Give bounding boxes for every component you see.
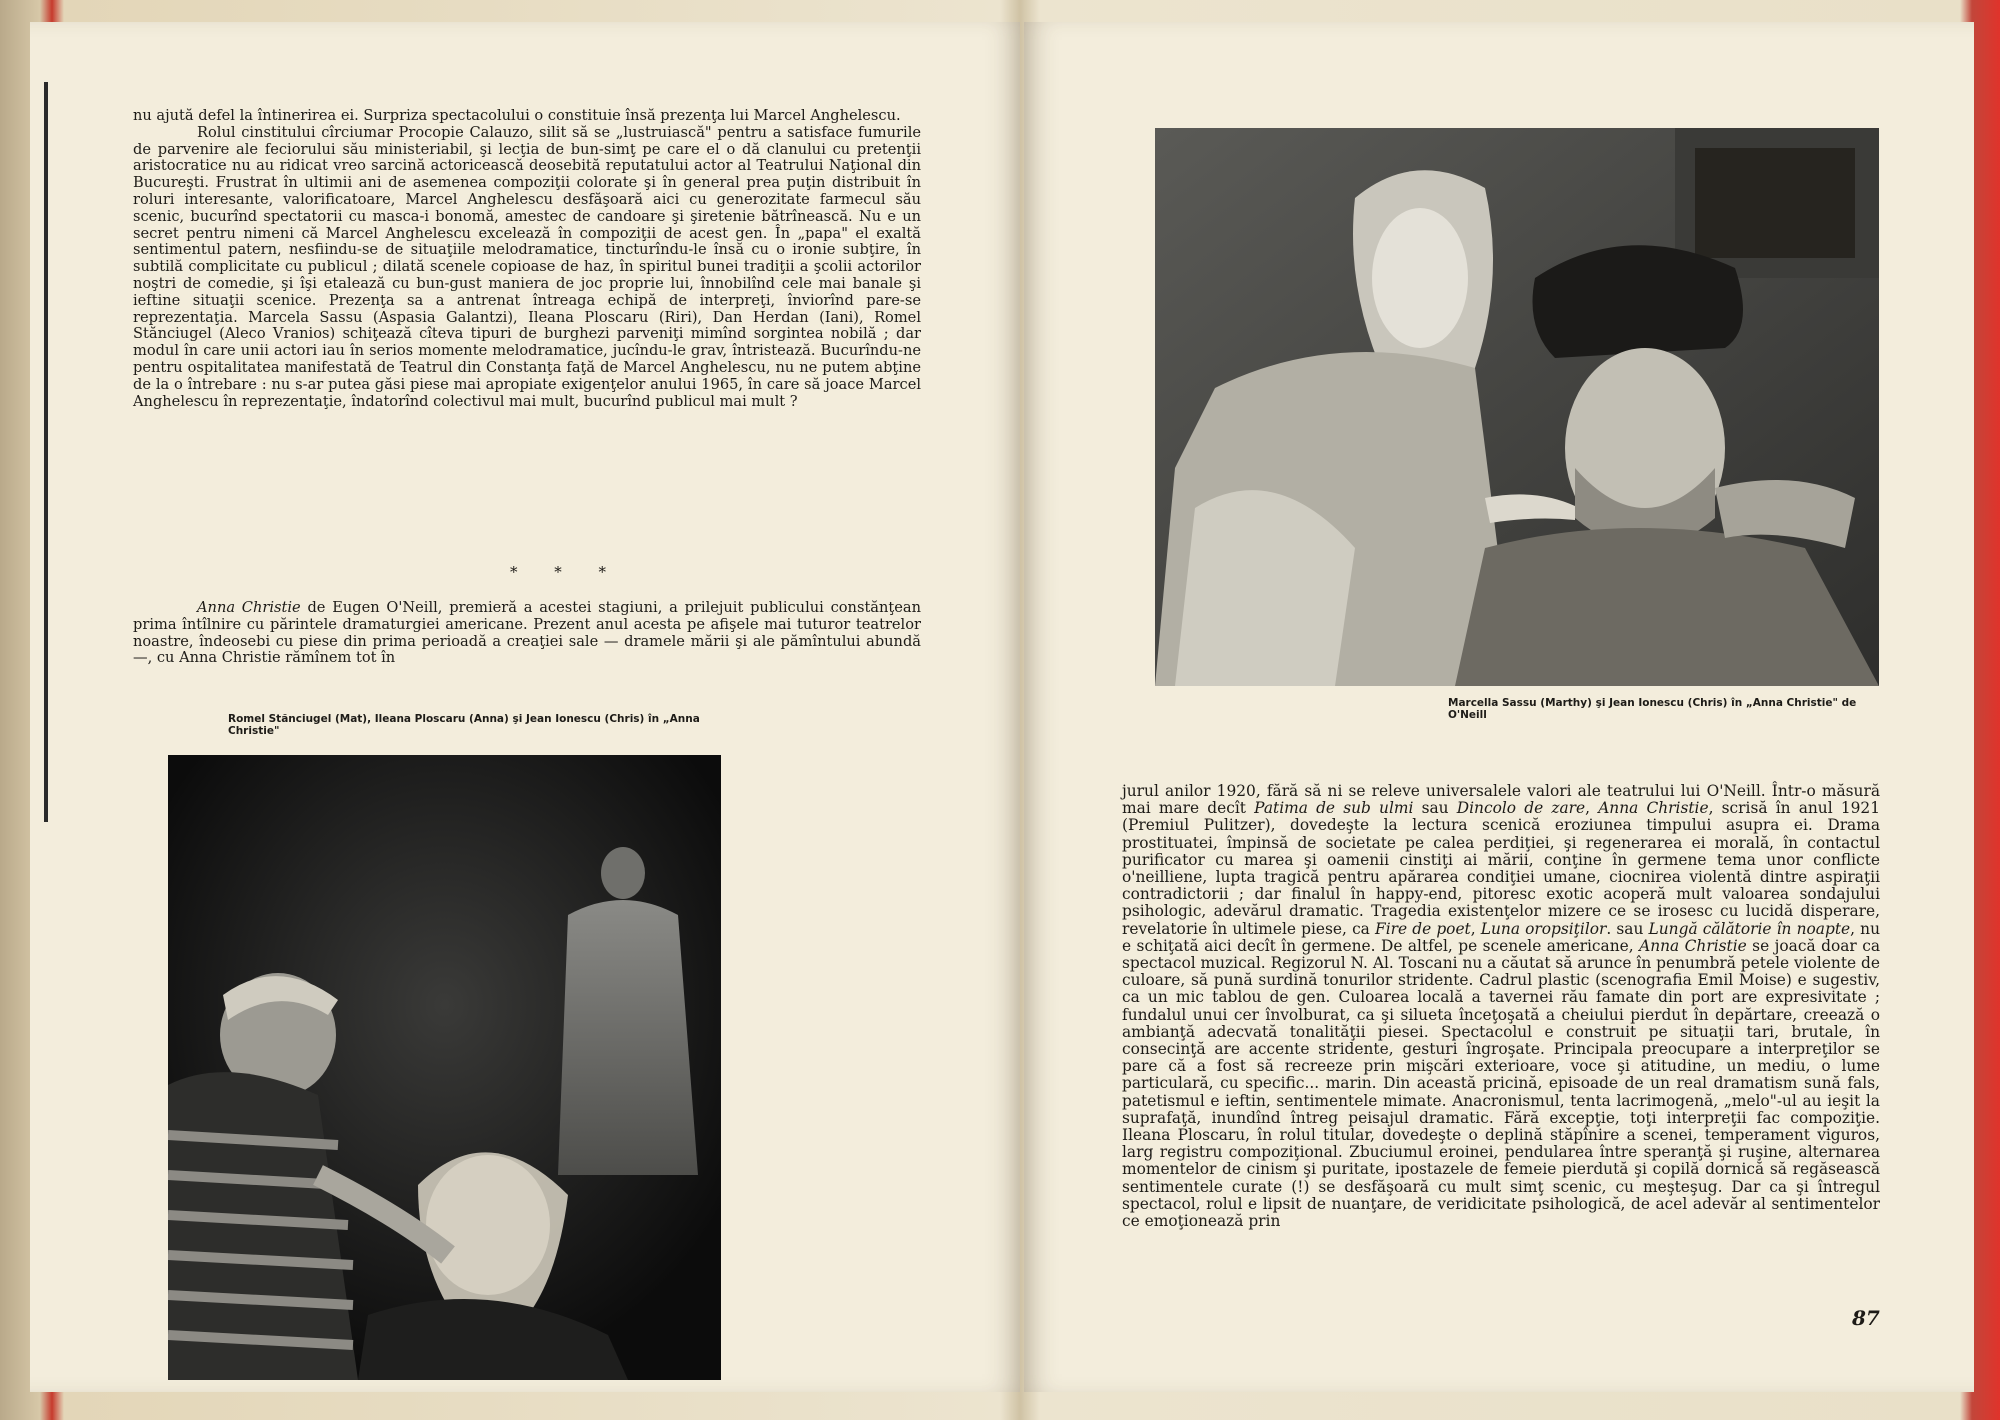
paragraph: jurul anilor 1920, fără să ni se releve universalele valori ale teatrului lui O'Neill. Într-o măsură mai mare decît Patima de sub ulmi sau Dincolo de zare, Anna Christie, scrisă în anul 1921 (Premiul Pulitzer), dovedeşte la lectura scenică eroziunea timpului asupra ei. Drama prostituatei, împinsă de societate pe calea perdiţiei, şi regenerarea ei morală, în contactul purificator cu marea şi oamenii cinstiţi ai mării, conţine în germene tema unor conflicte o'neilliene, lupta tragică pentru apărarea condiţiei umane, ciocnirea violentă dintre aspiraţii contradictorii ; dar finalul în happy-end, pitoresc exotic acoperă mult valoarea sondajului psihologic, adevărul dramatic. Tragedia existenţelor mizere ce se irosesc cu lucidă disperare, revelatorie în ultimele piese, ca Fire de poet, Luna oropsiţilor. sau Lungă călătorie în noapte, nu e schiţată aici decît în germene. De altfel, pe scenele americane, Anna Christie se joacă doar ca spectacol muzical. Regizorul N. Al. Toscani nu a căutat să arunce în penumbră petele violente de culoare, să pună surdină tonurilor stridente. Cadrul plastic (scenografia Emil Moise) e sugestiv, ca un mic tablou de gen. Culoarea locală a tavernei rău famate din port are expresivitate ; fundalul unui cer învolburat, ca şi silueta înceţoşată a cheiului pierdut în depărtare, creează o ambianţă adecvată tonalităţii piesei. Spectacolul e construit pe situaţii tari, brutale, în consecinţă are accente stridente, gesturi îngroşate. Principala preocupare a interpreţilor se pare că a fost să recreeze prin mişcări exterioare, voce şi atitudine, un mediu, o lume particulară, cu specific... marin. Din această pricină, episoade de un real dramatism sună fals, patetismul e ieftin, sentimentele mimate. Anacronismul, tenta lacrimogenă, „melo"-ul au ieşit la suprafaţă, inundînd întreg peisajul dramatic. Fără excepţie, toţi interpreţii fac compoziţie. Ileana Ploscaru, în rolul titular, dovedeşte o deplină stăpînire a scenei, temperament viguros, larg registru compoziţional. Zbuciumul eroinei, pendularea între speranţă şi ruşine, alternarea momentelor de cinism şi puritate, ipostazele de femeie pierdută şi copilă dornică să regăsească sentimentele curate (!) se desfăşoară cu mult simţ scenic, cu meşteşug. Dar ca şi întregul spectacol, rolul e lipsit de nuanţare, de veridicitate psihologică, de acel adevăr al sentimentelor ce emoţionează prin bbox=[1122, 782, 1880, 1231]
margin-bar bbox=[44, 82, 48, 822]
left-text-block bbox=[133, 108, 921, 410]
page-number: 87 bbox=[1852, 1306, 1880, 1330]
photo-caption-right: Marcella Sassu (Marthy) şi Jean Ionescu (Chris) în „Anna Christie" de O'Neill bbox=[1448, 697, 1857, 721]
photo-caption-left: Romel Stănciugel (Mat), Ileana Ploscaru (Anna) şi Jean Ionescu (Chris) în „Anna Christie" bbox=[228, 713, 700, 737]
paragraph-rest: de Eugen O'Neill, premieră a acestei stagiuni, a prilejuit publicului constănţean prima întîlnire cu părintele dramaturgiei americane. Prezent anul acesta pe afişele mai tuturor teatrelor noastre, îndeosebi cu piese din prima perioadă a creaţiei sale — dramele mării şi ale pămîntului abundă —, cu Anna Christie rămînem tot în bbox=[133, 599, 922, 667]
paragraph: nu ajută defel la întinerirea ei. Surpriza spectacolului o constituie însă prezenţa lui Marcel Anghelescu. bbox=[133, 107, 901, 124]
section-separator: * * * bbox=[510, 563, 623, 581]
paragraph bbox=[133, 600, 921, 667]
stage-photo-right bbox=[1155, 128, 1879, 686]
right-text-block bbox=[1122, 783, 1880, 1230]
paragraph: Rolul cinstitului cîrciumar Procopie Calauzo, silit să se „lustruiască" pentru a satisface fumurile de parvenire ale feciorului său ministeriabil, şi lecţia de bun-simţ pe care el o dă clanului cu pretenţii aristocratice nu au ridicat vreo sarcină actoricească deosebită reputatului actor al Teatrului Naţional din Bucureşti. Frustrat în ultimii ani de asemenea compoziţii colorate şi în general prea puţin distribuit în roluri interesante, valorificatoare, Marcel Anghelescu desfăşoară aici cu generozitate farmecul său scenic, bucurînd spectatorii cu masca-i bonomă, amestec de candoare şi şiretenie bătrînească. Nu e un secret pentru nimeni că Marcel Anghelescu excelează în compoziţii de acest gen. În „papa" el exaltă sentimentul patern, nesfiindu-se de situaţiile melodramatice, tincturîndu-le însă cu o ironie subţire, în subtilă complicitate cu publicul ; dilată scenele copioase de haz, în spiritul bunei tradiţii a şcolii actorilor noştri de comedie, şi îşi etalează cu bun-gust maniera de joc proprie lui, înnobilînd cele mai banale şi ieftine situaţii scenice. Prezenţa sa a antrenat întreaga echipă de interpreţi, înviorînd pare-se reprezentaţia. Marcela Sassu (Aspasia Galantzi), Ileana Ploscaru (Riri), Dan Herdan (Iani), Romel Stănciugel (Aleco Vranios) schiţează cîteva tipuri de burghezi parveniţi mimînd sorgintea nobilă ; dar modul în care unii actori iau în serios momente melodramatice, jucîndu-le grav, întristează. Bucurîndu-ne pentru ospitalitatea manifestată de Teatrul din Constanţa faţă de Marcel Anghelescu, nu ne putem abţine de la o întrebare : nu s-ar putea găsi piese mai apropiate exigenţelor anului 1965, în care să joace Marcel Anghelescu în reprezentaţie, îndatorînd colectivul mai mult, bucurînd publicul mai mult ? bbox=[133, 123, 921, 410]
stage-photo-left bbox=[168, 755, 721, 1380]
left-text-block-2 bbox=[133, 600, 921, 667]
play-title: Anna Christie bbox=[197, 599, 301, 616]
